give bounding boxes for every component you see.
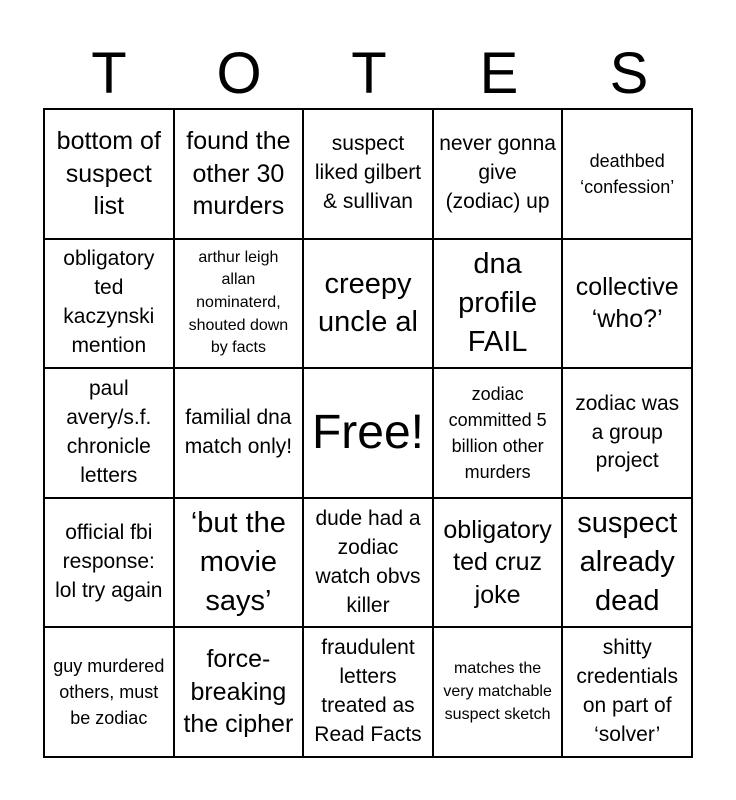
free-space-text: Free! xyxy=(311,405,424,459)
bingo-cell-r3c1[interactable] xyxy=(44,368,174,498)
bingo-header xyxy=(44,40,694,108)
cell-text: found the other 30 murders xyxy=(186,127,291,221)
cell-text: paul avery/s.f. chronicle letters xyxy=(66,377,152,487)
bingo-cell-r1c1[interactable] xyxy=(44,109,174,239)
bingo-cell-r2c2[interactable] xyxy=(174,239,304,369)
cell-text: zodiac was a group project xyxy=(575,391,680,473)
cell-text: never gonna give (zodiac) up xyxy=(439,132,556,214)
bingo-cell-r4c4[interactable] xyxy=(433,498,563,628)
cell-text: creepy uncle al xyxy=(318,267,418,339)
cell-text: collective ‘who?’ xyxy=(575,272,679,334)
cell-text: guy murdered others, must be zodiac xyxy=(53,656,165,729)
bingo-cell-r5c4[interactable] xyxy=(433,627,563,757)
cell-text: dna profile FAIL xyxy=(458,248,538,358)
cell-text: suspect already dead xyxy=(577,507,678,618)
cell-text: official fbi response: lol try again xyxy=(55,521,163,603)
cell-text: dude had a zodiac watch obvs killer xyxy=(315,506,421,617)
bingo-cell-r1c4[interactable] xyxy=(433,109,563,239)
cell-text: obligatory ted cruz joke xyxy=(443,515,552,609)
cell-text: ‘but the movie says’ xyxy=(190,507,286,618)
cell-text: bottom of suspect list xyxy=(56,127,161,221)
bingo-cell-free[interactable] xyxy=(303,368,433,498)
bingo-cell-r5c5[interactable] xyxy=(562,627,692,757)
bingo-cell-r2c5[interactable] xyxy=(562,239,692,369)
bingo-cell-r4c3[interactable] xyxy=(303,498,433,628)
bingo-board xyxy=(43,108,693,758)
header-letter-e: E xyxy=(479,41,519,106)
cell-text: shitty credentials on part of ‘solver’ xyxy=(576,636,678,747)
bingo-cell-r3c4[interactable] xyxy=(433,368,563,498)
bingo-cell-r1c2[interactable] xyxy=(174,109,304,239)
bingo-cell-r4c2[interactable] xyxy=(174,498,304,628)
cell-text: obligatory ted kaczynski mention xyxy=(63,247,155,358)
cell-text: matches the very matchable suspect sketch xyxy=(443,660,552,723)
cell-text: zodiac committed 5 billion other murders xyxy=(448,383,547,483)
cell-text: force-breaking the cipher xyxy=(183,645,294,739)
bingo-cell-r2c4[interactable] xyxy=(433,239,563,369)
bingo-cell-r1c5[interactable] xyxy=(562,109,692,239)
cell-text: suspect liked gilbert & sullivan xyxy=(314,132,422,214)
header-letter-s: S xyxy=(609,41,649,106)
bingo-cell-r4c1[interactable] xyxy=(44,498,174,628)
cell-text: fraudulent letters treated as Read Facts xyxy=(314,636,422,747)
header-letter-t2: T xyxy=(351,41,387,106)
header-letter-o: O xyxy=(216,41,262,106)
bingo-cell-r5c2[interactable] xyxy=(174,627,304,757)
bingo-cell-r2c1[interactable] xyxy=(44,239,174,369)
cell-text: arthur leigh allan nominaterd, shouted down by facts xyxy=(188,248,289,357)
bingo-cell-r5c3[interactable] xyxy=(303,627,433,757)
bingo-cell-r3c2[interactable] xyxy=(174,368,304,498)
bingo-cell-r2c3[interactable] xyxy=(303,239,433,369)
bingo-cell-r5c1[interactable] xyxy=(44,627,174,757)
cell-text: deathbed ‘confession’ xyxy=(580,150,675,197)
bingo-cell-r4c5[interactable] xyxy=(562,498,692,628)
bingo-cell-r1c3[interactable] xyxy=(303,109,433,239)
bingo-cell-r3c5[interactable] xyxy=(562,368,692,498)
header-letter-t1: T xyxy=(91,41,127,106)
cell-text: familial dna match only! xyxy=(184,406,293,458)
